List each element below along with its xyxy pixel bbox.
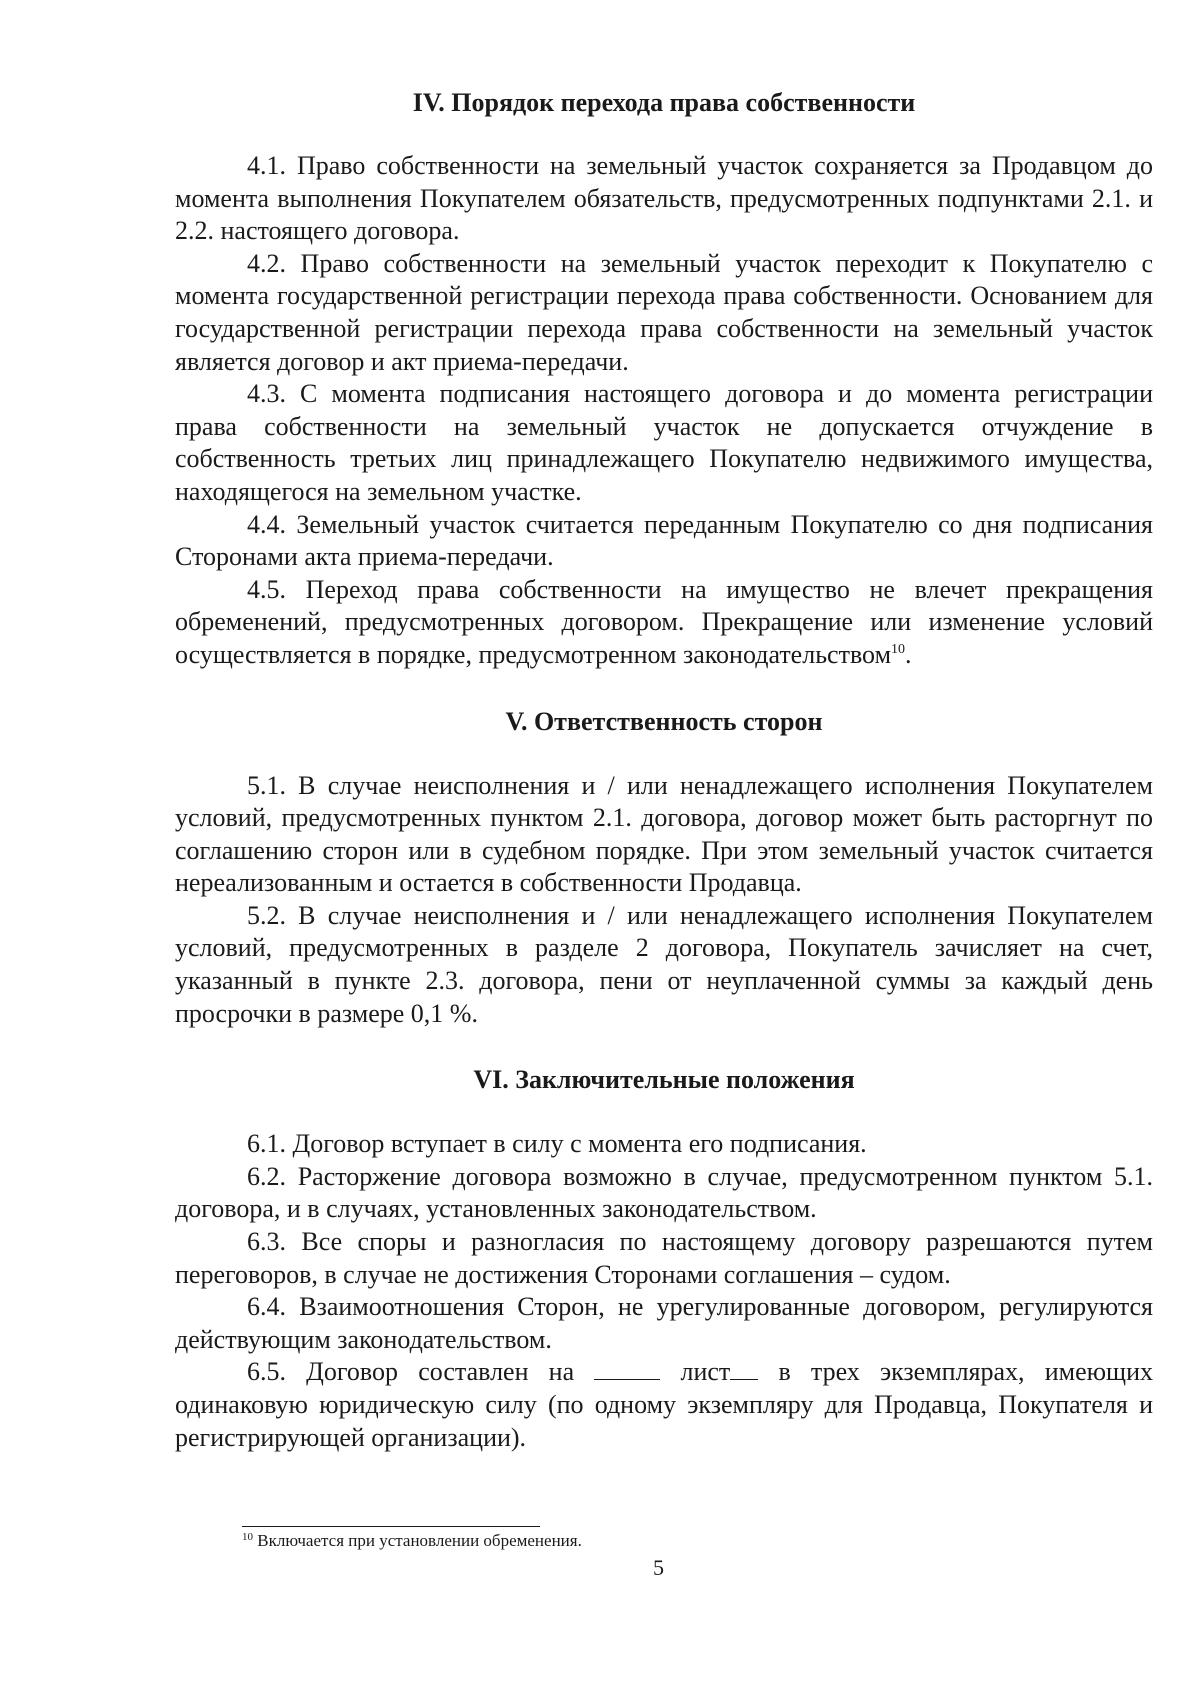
clause-6-5-part-a: 6.5. Договор составлен на [247,1357,595,1387]
sheet-count-blank [594,1357,660,1380]
clause-6-3: 6.3. Все споры и разногласия по настоящему договору разрешаются путем переговоров, в случае не достижения Сторонами соглашения – судом. [175,1227,1153,1289]
footnote-number: 10 [242,1531,253,1543]
footnote-text: Включается при установлении обременения. [253,1531,582,1550]
footnote [242,1530,582,1552]
page-number: 5 [653,1555,664,1580]
clause-6-5-part-b: лист [660,1357,731,1387]
footnote-reference: 10 [891,641,906,657]
clause-4-1: 4.1. Право собственности на земельный участок сохраняется за Продавцом до момента выполнения Покупателем обязательств, предусмотренных подпунктами 2.1. и 2.2. настоящего договора. [175,151,1153,246]
sheet-suffix-blank [730,1357,758,1380]
clause-6-5 [175,1356,1153,1454]
document-page [175,86,1153,1454]
section-5-title: V. Ответственность сторон [505,706,823,736]
clause-4-5 [175,574,1153,672]
clause-4-5-text: 4.5. Переход права собственности на имущество не влечет прекращения обременений, предусмотренных договором. Прекращение или изменение условий осуществляется в порядке, предусмотренном законодательством [175,574,1153,669]
clause-4-3: 4.3. С момента подписания настоящего договора и до момента регистрации права собственности на земельный участок не допускается отчуждение в собственность третьих лиц принадлежащего Покупателю недвижимого имущества, находящегося на земельном участке. [175,379,1153,506]
clause-6-1: 6.1. Договор вступает в силу с момента его подписания. [247,1129,867,1159]
clause-4-5-end: . [905,639,912,669]
clause-6-4: 6.4. Взаимоотношения Сторон, не урегулированные договором, регулируются действующим законодательством. [175,1292,1153,1354]
section-6-title: VI. Заключительные положения [473,1065,855,1095]
clause-4-4: 4.4. Земельный участок считается переданным Покупателю со дня подписания Сторонами акта приема-передачи. [175,509,1153,572]
clause-4-2: 4.2. Право собственности на земельный участок переходит к Покупателю с момента государственной регистрации перехода права собственности. Основанием для государственной регистрации перехода права собственности на земельный участок является договор и акт приема-передачи. [175,248,1153,376]
section-4-title: IV. Порядок перехода права собственности [412,88,916,117]
clause-6-5-part-c: в трех экземплярах, имеющих одинаковую юридическую силу (по одному экземпляру для Продавца, Покупателя и регистрирующей организации). [175,1357,1153,1452]
clause-5-1: 5.1. В случае неисполнения и / или ненадлежащего исполнения Покупателем условий, предусмотренных пунктом 2.1. договора, договор может быть расторгнут по соглашению сторон или в судебном порядке. При этом земельный участок считается нереализованным и остается в собственности Продавца. [175,770,1153,898]
clause-5-2: 5.2. В случае неисполнения и / или ненадлежащего исполнения Покупателем условий, предусмотренных в разделе 2 договора, Покупатель зачисляет на счет, указанный в пункте 2.3. договора, пени от неуплаченной суммы за каждый день просрочки в размере 0,1 %. [175,900,1153,1028]
clause-6-2: 6.2. Расторжение договора возможно в случае, предусмотренном пунктом 5.1. договора, и в случаях, установленных законодательством. [175,1161,1153,1224]
footnote-separator [242,1526,540,1527]
